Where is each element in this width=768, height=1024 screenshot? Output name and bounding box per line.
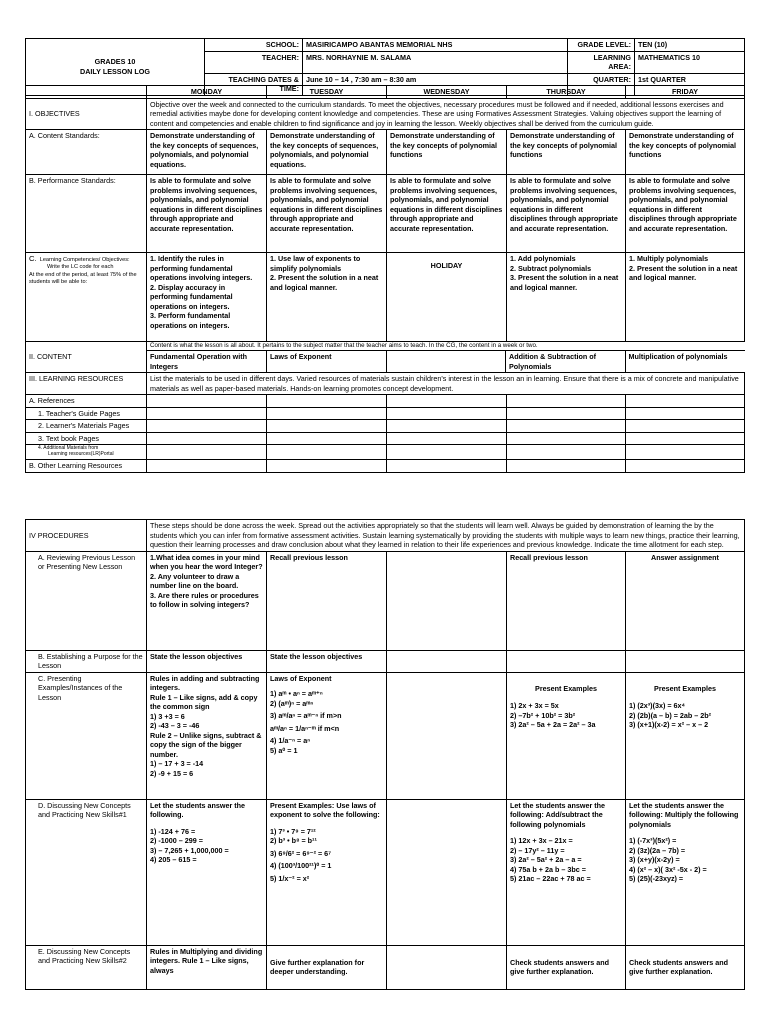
quarter-value: 1st QUARTER (635, 73, 745, 95)
proc-d-monday (147, 799, 267, 945)
perf-std-tuesday: Is able to formulate and solve problems involving sequences, polynomials, and polynomial equations in different disciplines through appropriate and accurate representation. (267, 175, 387, 253)
objectives-desc: Objective over the week and connected to the curriculum standards. To meet the objectives, necessary procedures must be followed and if needed, additional lessons exercises and remedial activities maybe done for developing content knowledge and competencies. These are using Formatives Assessment Strategies. Valuing objectives support the learning of content and competencies and enable children to find significance and joy in learning the lesson. Weekly objectives shall be derived from the curriculum guide. (147, 98, 745, 130)
content-tuesday: Laws of Exponent (267, 351, 387, 372)
proc-title: Let the students answer the following: Add/subtract the following polynomials (510, 800, 606, 829)
competency-item: 2. Present the solution in a neat and logical manner. (629, 263, 738, 282)
dates-label: TEACHING DATES & TIME: (205, 73, 303, 95)
proc-a-label: A. Reviewing Previous Lesson or Presenting New Lesson (26, 551, 147, 650)
proc-a-friday: Answer assignment (626, 551, 745, 650)
content-std-tuesday: Demonstrate understanding of the key concepts of sequences, polynomials, and polynomial equations. (267, 130, 387, 175)
other-resources-label: B. Other Learning Resources (26, 460, 147, 473)
procedures-table (25, 519, 745, 990)
content-std-wednesday: Demonstrate understanding of the key concepts of polynomial functions (387, 130, 507, 175)
proc-c-thursday (507, 672, 626, 799)
content-std-friday: Demonstrate understanding of the key concepts of polynomial functions (626, 130, 745, 175)
competency-monday (147, 253, 267, 342)
competency-item: 1. Multiply polynomials (629, 254, 709, 263)
school-label: SCHOOL: (205, 39, 303, 52)
proc-item: 2. Any volunteer to draw a number line on the board. (150, 571, 240, 590)
proc-item: 4) 75a b + 2a b – 3bc = (510, 864, 586, 874)
perf-std-wednesday: Is able to formulate and solve problems involving sequences, polynomials, and polynomial equations in different disciplines through appropriate and accurate representation. (387, 175, 507, 253)
day-thursday: THURSDAY (507, 86, 626, 99)
proc-item: 3) 6⁹/6² = 6⁹⁻² = 6⁷ (270, 848, 332, 858)
content-monday: Fundamental Operation with Integers (147, 351, 267, 372)
competency-item: 1. Identify the rules in performing fundamental operations involving integers. (150, 254, 253, 282)
proc-item: 1) 2x + 3x = 5x (510, 701, 559, 710)
learning-area-label: LEARNING AREA: (568, 51, 635, 73)
proc-item: 1) (2x³)(3x) = 6x⁴ (629, 701, 686, 710)
day-monday: MONDAY (147, 86, 267, 99)
proc-item: 1) – 17 + 3 = -14 (150, 759, 204, 768)
proc-item: 3) aᵐ/aⁿ = aᵐ⁻ⁿ if m>n (270, 711, 342, 720)
competency-tuesday (267, 253, 387, 342)
proc-item: 2) b³ • b⁸ = b¹¹ (270, 836, 317, 845)
resources-label: III. LEARNING RESOURCES (26, 373, 147, 395)
proc-item: 2) -9 + 15 = 6 (150, 768, 194, 778)
proc-d-tuesday (267, 799, 387, 945)
quarter-label: QUARTER: (568, 73, 635, 95)
performance-standards-label: B. Performance Standards: (26, 175, 147, 253)
proc-a-wednesday (387, 551, 507, 650)
proc-item: 4) 205 – 615 = (150, 855, 197, 864)
objectives-table (25, 85, 745, 473)
competency-thursday (507, 253, 626, 342)
day-tuesday: TUESDAY (267, 86, 387, 99)
proc-item: 1.What idea comes in your mind when you hear the word Integer? (150, 552, 263, 571)
content-standards-label: A. Content Standards: (26, 130, 147, 175)
competencies-letter: C. (29, 254, 37, 263)
resources-desc: List the materials to be used in different days. Varied resources of materials sustain children's interest in the lesson an in learning. Ensure that there is a mix of concrete and manipulative materials as well as paper-based materials. Hands-on learning promotes concept development. (147, 373, 745, 395)
proc-item: 2) (aᵐ)ⁿ = aᵐⁿ (270, 698, 314, 708)
proc-item: 5) 1/x⁻² = x² (270, 873, 310, 883)
proc-item: 1) 7³ • 7⁹ = 7¹² (270, 826, 316, 836)
teacher-value: MRS. NORHAYNIE M. SALAMA (303, 51, 568, 73)
proc-title: Let the students answer the following: Multiply the following polynomials (629, 800, 739, 829)
procedures-desc: These steps should be done across the week. Spread out the activities appropriately so that the students will learn well. Always be guided by demonstration of learning the by the students which you can infer from formative assessment activities. Sustain learning systematically by providing the students with multiple ways to learn new things, practice their learning, question their learning processes and draw conclusion about what they learned in relation to their life experiences and previous knowledge. Indicate the time allotment for each step. (147, 520, 745, 552)
school-value: MASIRICAMPO ABANTAS MEMORIAL NHS (303, 39, 568, 52)
day-wednesday: WEDNESDAY (387, 86, 507, 99)
proc-e-label: E. Discussing New Concepts and Practicing New Skills#2 (26, 945, 147, 989)
proc-item: 2) (3z)(2a – 7b) = (629, 845, 686, 855)
proc-a-thursday: Recall previous lesson (507, 551, 626, 650)
log-title: DAILY LESSON LOG (80, 66, 150, 76)
content-std-thursday: Demonstrate understanding of the key concepts of polynomial functions (507, 130, 626, 175)
day-header-blank (26, 86, 147, 99)
proc-c-friday (626, 672, 745, 799)
proc-item: 5) 21ac – 22ac + 78 ac = (510, 874, 591, 883)
competency-item: 3. Present the solution in a neat and logical manner. (510, 273, 619, 292)
proc-e-friday: Check students answers and give further explanation. (626, 945, 745, 989)
proc-item: 2) -43 – 3 = -46 (150, 721, 200, 730)
proc-item: 1) 3 +3 = 6 (150, 711, 185, 721)
proc-e-monday: Rules in Multiplying and dividing integers. Rule 1 – Like signs, always (147, 945, 267, 989)
additional-materials-line: Learning resources(LR)Portal (48, 450, 114, 457)
competencies-label (26, 253, 147, 342)
grade-title: GRADES 10 (94, 57, 136, 67)
textbook-label: 3. Text book Pages (26, 432, 147, 445)
teachers-guide-label: 1. Teacher's Guide Pages (26, 407, 147, 420)
perf-std-friday: Is able to formulate and solve problems involving sequences, polynomials, and polynomial equations in different disciplines through appropriate and accurate representation. (626, 175, 745, 253)
proc-item: 5) a⁰ = 1 (270, 745, 298, 755)
proc-item: 2) (2b)(a – b) = 2ab – 2b² (629, 710, 712, 720)
proc-d-friday (626, 799, 745, 945)
proc-item: 1) 12x + 3x – 21x = (510, 836, 573, 845)
content-wednesday (386, 351, 506, 372)
proc-item: 3. Are there rules or procedures to follow in solving integers? (150, 590, 259, 609)
proc-b-tuesday: State the lesson objectives (267, 650, 387, 672)
competency-item: 2. Present the solution in a neat and logical manner. (270, 273, 379, 292)
content-label: II. CONTENT (26, 342, 147, 373)
proc-item: 4) (x² – x)( 3x² -5x - 2) = (629, 864, 707, 874)
proc-item: Rule 1 – Like signs, add & copy the common sign (150, 692, 258, 711)
grade-level-value: TEN (10) (635, 39, 745, 52)
content-desc: Content is what the lesson is all about. It pertains to the subject matter that the teacher aims to teach. In the CG, the content in a week or two. (147, 342, 745, 351)
proc-c-wednesday (387, 672, 507, 799)
references-label: A. References (26, 395, 147, 408)
day-friday: FRIDAY (626, 86, 745, 99)
competency-item: 1. Add polynomials (510, 254, 576, 263)
proc-c-label: C. Presenting Examples/Instances of the Lesson (26, 672, 147, 799)
proc-c-tuesday (267, 672, 387, 799)
proc-item: 2) –7b² + 10b² = 3b² (510, 710, 576, 720)
proc-b-label: B. Establishing a Purpose for the Lesson (26, 650, 147, 672)
perf-std-thursday: Is able to formulate and solve problems involving sequences, polynomials, and polynomial equations in different disciplines through appropriate and accurate representation. (507, 175, 626, 253)
proc-e-wednesday (387, 945, 507, 989)
proc-e-tuesday: Give further explanation for deeper understanding. (267, 945, 387, 989)
proc-item: 2) -1000 – 299 = (150, 836, 203, 845)
competency-item: 2. Display accuracy in performing fundamental operations on integers. (150, 282, 233, 311)
proc-item: 1) aᵐ • aⁿ = aᵐ⁺ⁿ (270, 689, 323, 698)
learners-materials-label: 2. Learner's Materials Pages (26, 420, 147, 433)
dates-value: June 10 – 14 , 7:30 am – 8:30 am (303, 73, 568, 95)
proc-title: Let the students answer the following. (150, 800, 246, 819)
proc-d-wednesday (387, 799, 507, 945)
competencies-sub: Write the LC code for each (47, 264, 114, 271)
grade-level-label: GRADE LEVEL: (568, 39, 635, 52)
competency-item: 1. Use law of exponents to simplify polynomials (270, 254, 361, 273)
content-std-monday: Demonstrate understanding of the key concepts of sequences, polynomials, and polynomial equations. (147, 130, 267, 175)
content-friday: Multiplication of polynomials (628, 352, 728, 362)
proc-item: 1) -124 + 76 = (150, 826, 196, 836)
proc-item: 4) (100³/100²¹)⁰ = 1 (270, 861, 332, 870)
proc-d-label: D. Discussing New Concepts and Practicing New Skills#1 (26, 799, 147, 945)
content-thursday: Addition & Subtraction of Polynomials (506, 351, 626, 372)
proc-item: 3) – 7,265 + 1,000,000 = (150, 845, 229, 855)
objectives-label: I. OBJECTIVES (26, 98, 147, 130)
proc-item: 2) – 17y² – 11y = (510, 845, 565, 855)
proc-item: 3) (x+1)(x-2) = x² – x – 2 (629, 720, 709, 729)
proc-item: Rule 2 – Unlike signs, subtract & copy the sign of the bigger number. (150, 730, 262, 759)
proc-title: Present Examples (654, 683, 716, 693)
proc-title: Present Examples (535, 683, 597, 693)
proc-d-thursday (507, 799, 626, 945)
competency-item: 3. Perform fundamental operations on integers. (150, 311, 231, 330)
competency-friday (626, 253, 745, 342)
proc-e-thursday: Check students answers and give further explanation. (507, 945, 626, 989)
competencies-note: At the end of the period, at least 75% of the students will be able to: (29, 271, 137, 286)
proc-item: 4) 1/a⁻ⁿ = aⁿ (270, 736, 311, 745)
holiday-label: HOLIDAY (387, 253, 507, 342)
additional-materials-line: 4. Additional Materials from (38, 445, 99, 452)
proc-item: Rules in adding and subtracting integers. (150, 673, 260, 692)
proc-title: Laws of Exponent (270, 673, 332, 683)
perf-std-monday: Is able to formulate and solve problems involving sequences, polynomials, and polynomial equations in different disciplines through appropriate and accurate representation. (147, 175, 267, 253)
learning-area-value: MATHEMATICS 10 (635, 51, 745, 73)
teacher-label: TEACHER: (205, 51, 303, 73)
proc-item: 3) 2a² – 5a + 2a = 2a² – 3a (510, 720, 596, 729)
competencies-title: Learning Competencies/ Objectives: (39, 257, 130, 263)
proc-item: aᵐ/aⁿ = 1/aⁿ⁻ᵐ if m<n (270, 723, 340, 733)
competency-item: 2. Subtract polynomials (510, 263, 592, 273)
proc-c-monday (147, 672, 267, 799)
proc-item: 3) (x+y)(x-2y) = (629, 855, 680, 864)
proc-b-monday: State the lesson objectives (147, 650, 267, 672)
proc-item: 1) (-7x³)(5x²) = (629, 836, 677, 845)
proc-a-tuesday: Recall previous lesson (267, 551, 387, 650)
procedures-label: IV PROCEDURES (26, 520, 147, 552)
proc-title: Present Examples: Use laws of exponent to solve the following: (270, 800, 380, 819)
proc-item: 3) 2a² – 5a² + 2a – a = (510, 855, 582, 864)
proc-item: 5) (25)(-23xyz) = (629, 874, 684, 883)
additional-materials-label (26, 445, 147, 460)
proc-a-monday (147, 551, 267, 650)
